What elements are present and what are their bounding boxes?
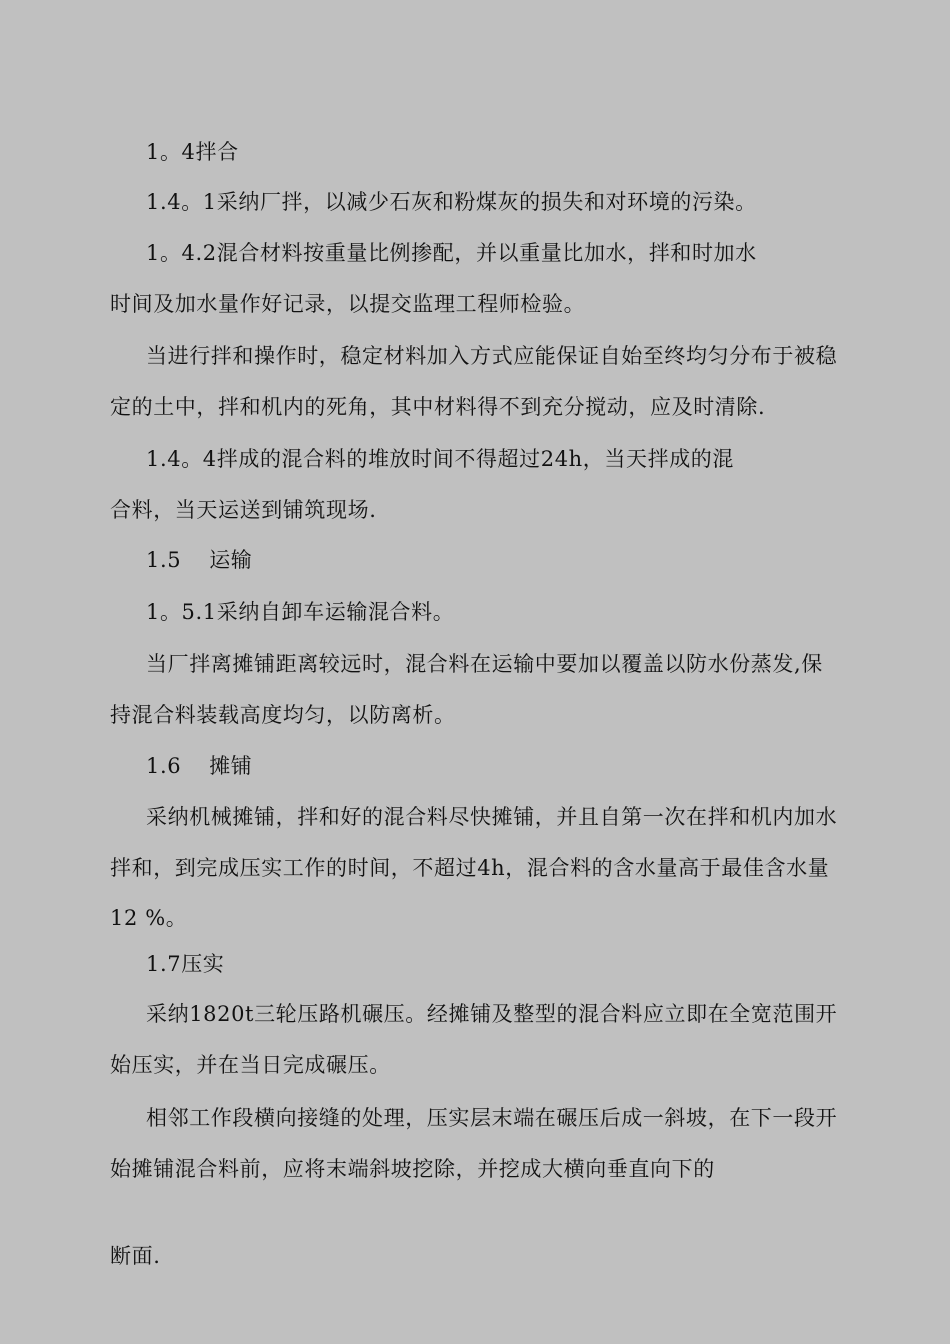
heading-number: 1.5 <box>146 548 182 572</box>
heading-number: 1.6 <box>146 754 182 778</box>
paragraph-joint-line-1: 相邻工作段横向接缝的处理，压实层末端在碾压后成一斜坡，在下一段开 <box>146 1106 838 1130</box>
paragraph-compaction-line-2: 始压实，并在当日完成碾压。 <box>110 1053 391 1077</box>
paragraph-1-4-2-line-2: 时间及加水量作好记录，以提交监理工程师检验。 <box>110 292 586 316</box>
paragraph-joint-line-3: 断面. <box>110 1244 161 1268</box>
paragraph-transport-cover-line-1: 当厂拌离摊铺距离较远时，混合料在运输中要加以覆盖以防水份蒸发,保 <box>146 652 823 676</box>
paragraph-joint-line-2: 始摊铺混合料前，应将末端斜坡挖除，并挖成大横向垂直向下的 <box>110 1157 715 1181</box>
paragraph-paving-line-3: 12 %。 <box>110 906 188 930</box>
paragraph-compaction-line-1: 采纳1820t三轮压路机碾压。经摊铺及整型的混合料应立即在全宽范围开 <box>146 1002 838 1026</box>
paragraph-1-5-1: 1。5.1采纳自卸车运输混合料。 <box>146 600 455 624</box>
paragraph-transport-cover-line-2: 持混合料装载高度均匀，以防离析。 <box>110 703 456 727</box>
paragraph-paving-line-2: 拌和，到完成压实工作的时间，不超过4h，混合料的含水量高于最佳含水量 <box>110 856 830 880</box>
paragraph-1-4-4-line-1: 1.4。4拌成的混合料的堆放时间不得超过24h，当天拌成的混 <box>146 447 735 471</box>
heading-title: 运输 <box>209 548 253 572</box>
heading-1-7-compaction: 1.7压实 <box>146 952 225 976</box>
heading-1-6-paving <box>146 751 906 781</box>
paragraph-paving-line-1: 采纳机械摊铺，拌和好的混合料尽快摊铺，并且自第一次在拌和机内加水 <box>146 805 838 829</box>
paragraph-mixing-operation-line-2: 定的土中，拌和机内的死角，其中材料得不到充分搅动，应及时清除. <box>110 395 766 419</box>
heading-title: 摊铺 <box>209 754 253 778</box>
heading-1-4-mixing: 1。4拌合 <box>146 140 239 164</box>
paragraph-1-4-1: 1.4。1采纳厂拌，以减少石灰和粉煤灰的损失和对环境的污染。 <box>146 190 757 214</box>
paragraph-1-4-4-line-2: 合料，当天运送到铺筑现场. <box>110 498 377 522</box>
paragraph-1-4-2-line-1: 1。4.2混合材料按重量比例掺配，并以重量比加水，拌和时加水 <box>146 241 757 265</box>
paragraph-mixing-operation-line-1: 当进行拌和操作时，稳定材料加入方式应能保证自始至终均匀分布于被稳 <box>146 344 838 368</box>
heading-1-5-transport <box>146 545 906 575</box>
